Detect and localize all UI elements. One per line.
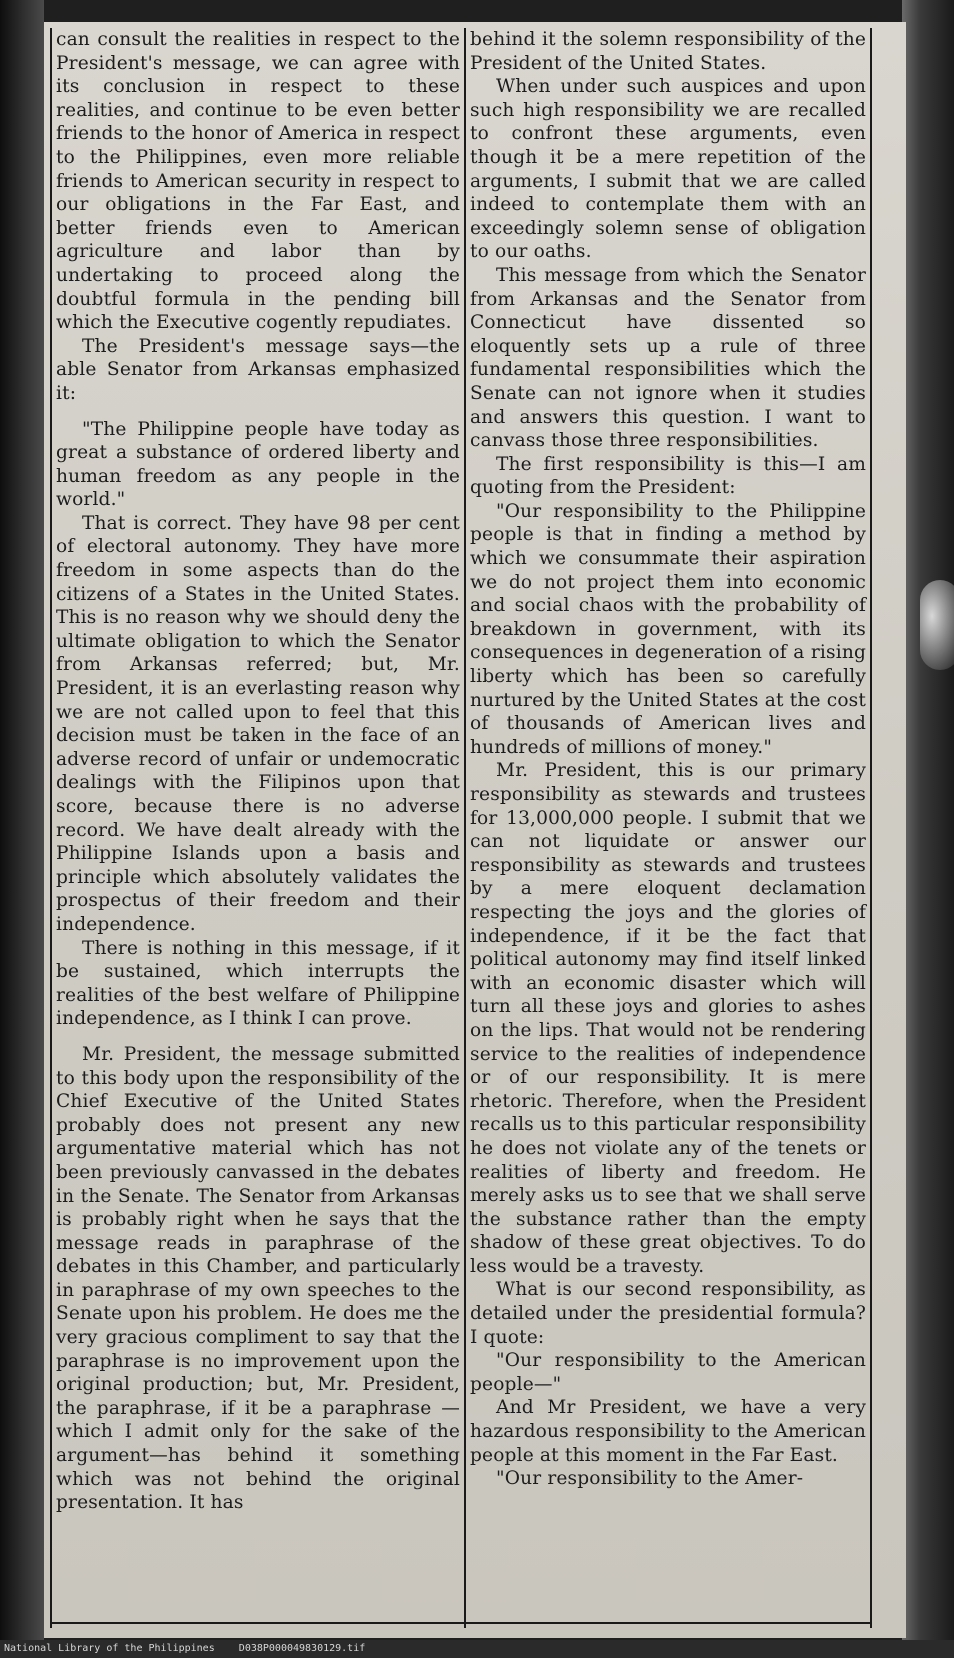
left-column [50, 28, 466, 1628]
paragraph: There is nothing in this message, if it be sustained, which interrupts the realities of the best welfare of Philippine independence, as I think I can prove. [56, 937, 460, 1030]
paragraph: And Mr President, we have a very hazardous responsibility to the American people at this moment in the Far East. [470, 1397, 866, 1466]
paragraph: Mr. President, this is our primary responsibility as stewards and trustees for 13,000,000 people. I submit that we can not liquidate or answer our responsibility as stewards and trustees by a mere eloquent declamation respecting the joys and the glories of independence, if it be the fact that political autonomy may find itself linked with an economic disaster which will turn all these joys and glories to ashes on the lips. That would not be rendering service to the realities of independence or of our responsibility. It is mere rhetoric. Therefore, when the President recalls us to this particular responsibility he does not violate any of the tenets or realities of liberty and freedom. He merely asks us to see that we shall serve the substance rather than the empty shadow of these great objectives. To do less would be a travesty. [470, 760, 866, 1277]
paragraph: can consult the realities in respect to the President's message, we can agree with its conclusion in respect to these realities, and continue to be even better friends to the honor of America in respect to the Philippines, even more reliable friends to American security in respect to our obligations in the Far East, and better friends even to American agriculture and labor than by undertaking to proceed along the doubtful formula in the pending bill which the Executive cogently repudiates. [56, 29, 460, 334]
bottom-rule [50, 1622, 870, 1624]
paragraph: That is correct. They have 98 per cent of electoral autonomy. They have more freedom in some aspects than do the citizens of a States in the United States. This is no reason why we should deny the ultimate obligation to which the Senator from Arkansas referred; but, Mr. President, it is an everlasting reason why we are not called upon to feel that this decision must be taken in the face of an adverse record of unfair or undemocratic dealings with the Filipinos upon that score, because there is no adverse record. We have dealt already with the Philippine Islands upon a basis and principle which absolutely validates the prospectus of their freedom and their independence. [56, 512, 460, 935]
quote-paragraph: "Our responsibility to the American people—" [470, 1350, 866, 1395]
paragraph: The first responsibility is this—I am quoting from the President: [470, 453, 866, 499]
binder-ring [920, 580, 954, 670]
scan-left-edge [0, 0, 44, 1640]
paragraph: When under such auspices and upon such high responsibility we are recalled to confront these arguments, even though it be a mere repetition of the arguments, I submit that we are called indeed to contemplate them with an exceedingly solemn sense of obligation to our oaths. [470, 76, 866, 263]
paragraph: This message from which the Senator from Arkansas and the Senator from Connecticut have dissented so eloquently sets up a rule of three fundamental responsibilities which the Senate can not ignore when it studies and answers this question. I want to canvass those three responsibilities. [470, 264, 866, 452]
quote-paragraph: "Our responsibility to the Amer- [496, 1468, 804, 1490]
paragraph: What is our second responsibility, as detailed under the presidential formula? I quote: [470, 1279, 866, 1348]
newspaper-clipping [44, 22, 906, 1638]
paragraph: behind it the solemn responsibility of the President of the United States. [470, 29, 866, 74]
paragraph: Mr. President, the message submitted to this body upon the responsibility of the Chief Executive of the United States probably does not present any new argumentative material which has not been previously canvassed in the debates in the Senate. The Senator from Arkansas is probably right when he says that the message reads in paraphrase of the debates in this Chamber, and particularly in paraphrase of my own speeches to the Senate upon his problem. He does me the very gracious compliment to say that the paraphrase is no improvement upon the original production; but, Mr. President, the paraphrase, if it be a paraphrase —which I admit only for the sake of the argument—has behind it something which was not behind the original presentation. It has [56, 1043, 460, 1514]
paragraph: The President's message says—the able Senator from Arkansas emphasized it: [56, 335, 460, 404]
scan-footer-caption: National Library of the Philippines D038P000049830129.tif [4, 1643, 366, 1654]
right-column [464, 28, 872, 1628]
quote-paragraph: "The Philippine people have today as great a substance of ordered liberty and human freedom as any people in the world." [56, 418, 460, 511]
scan-right-edge [902, 0, 954, 1640]
quote-paragraph: "Our responsibility to the Philippine people is that in finding a method by which we consummate their aspiration we do not project them into economic and social chaos with the probability of breakdown in government, with its consequences in degeneration of a rising liberty which has been so carefully nurtured by the United States at the cost of thousands of American lives and hundreds of millions of money." [470, 500, 866, 758]
